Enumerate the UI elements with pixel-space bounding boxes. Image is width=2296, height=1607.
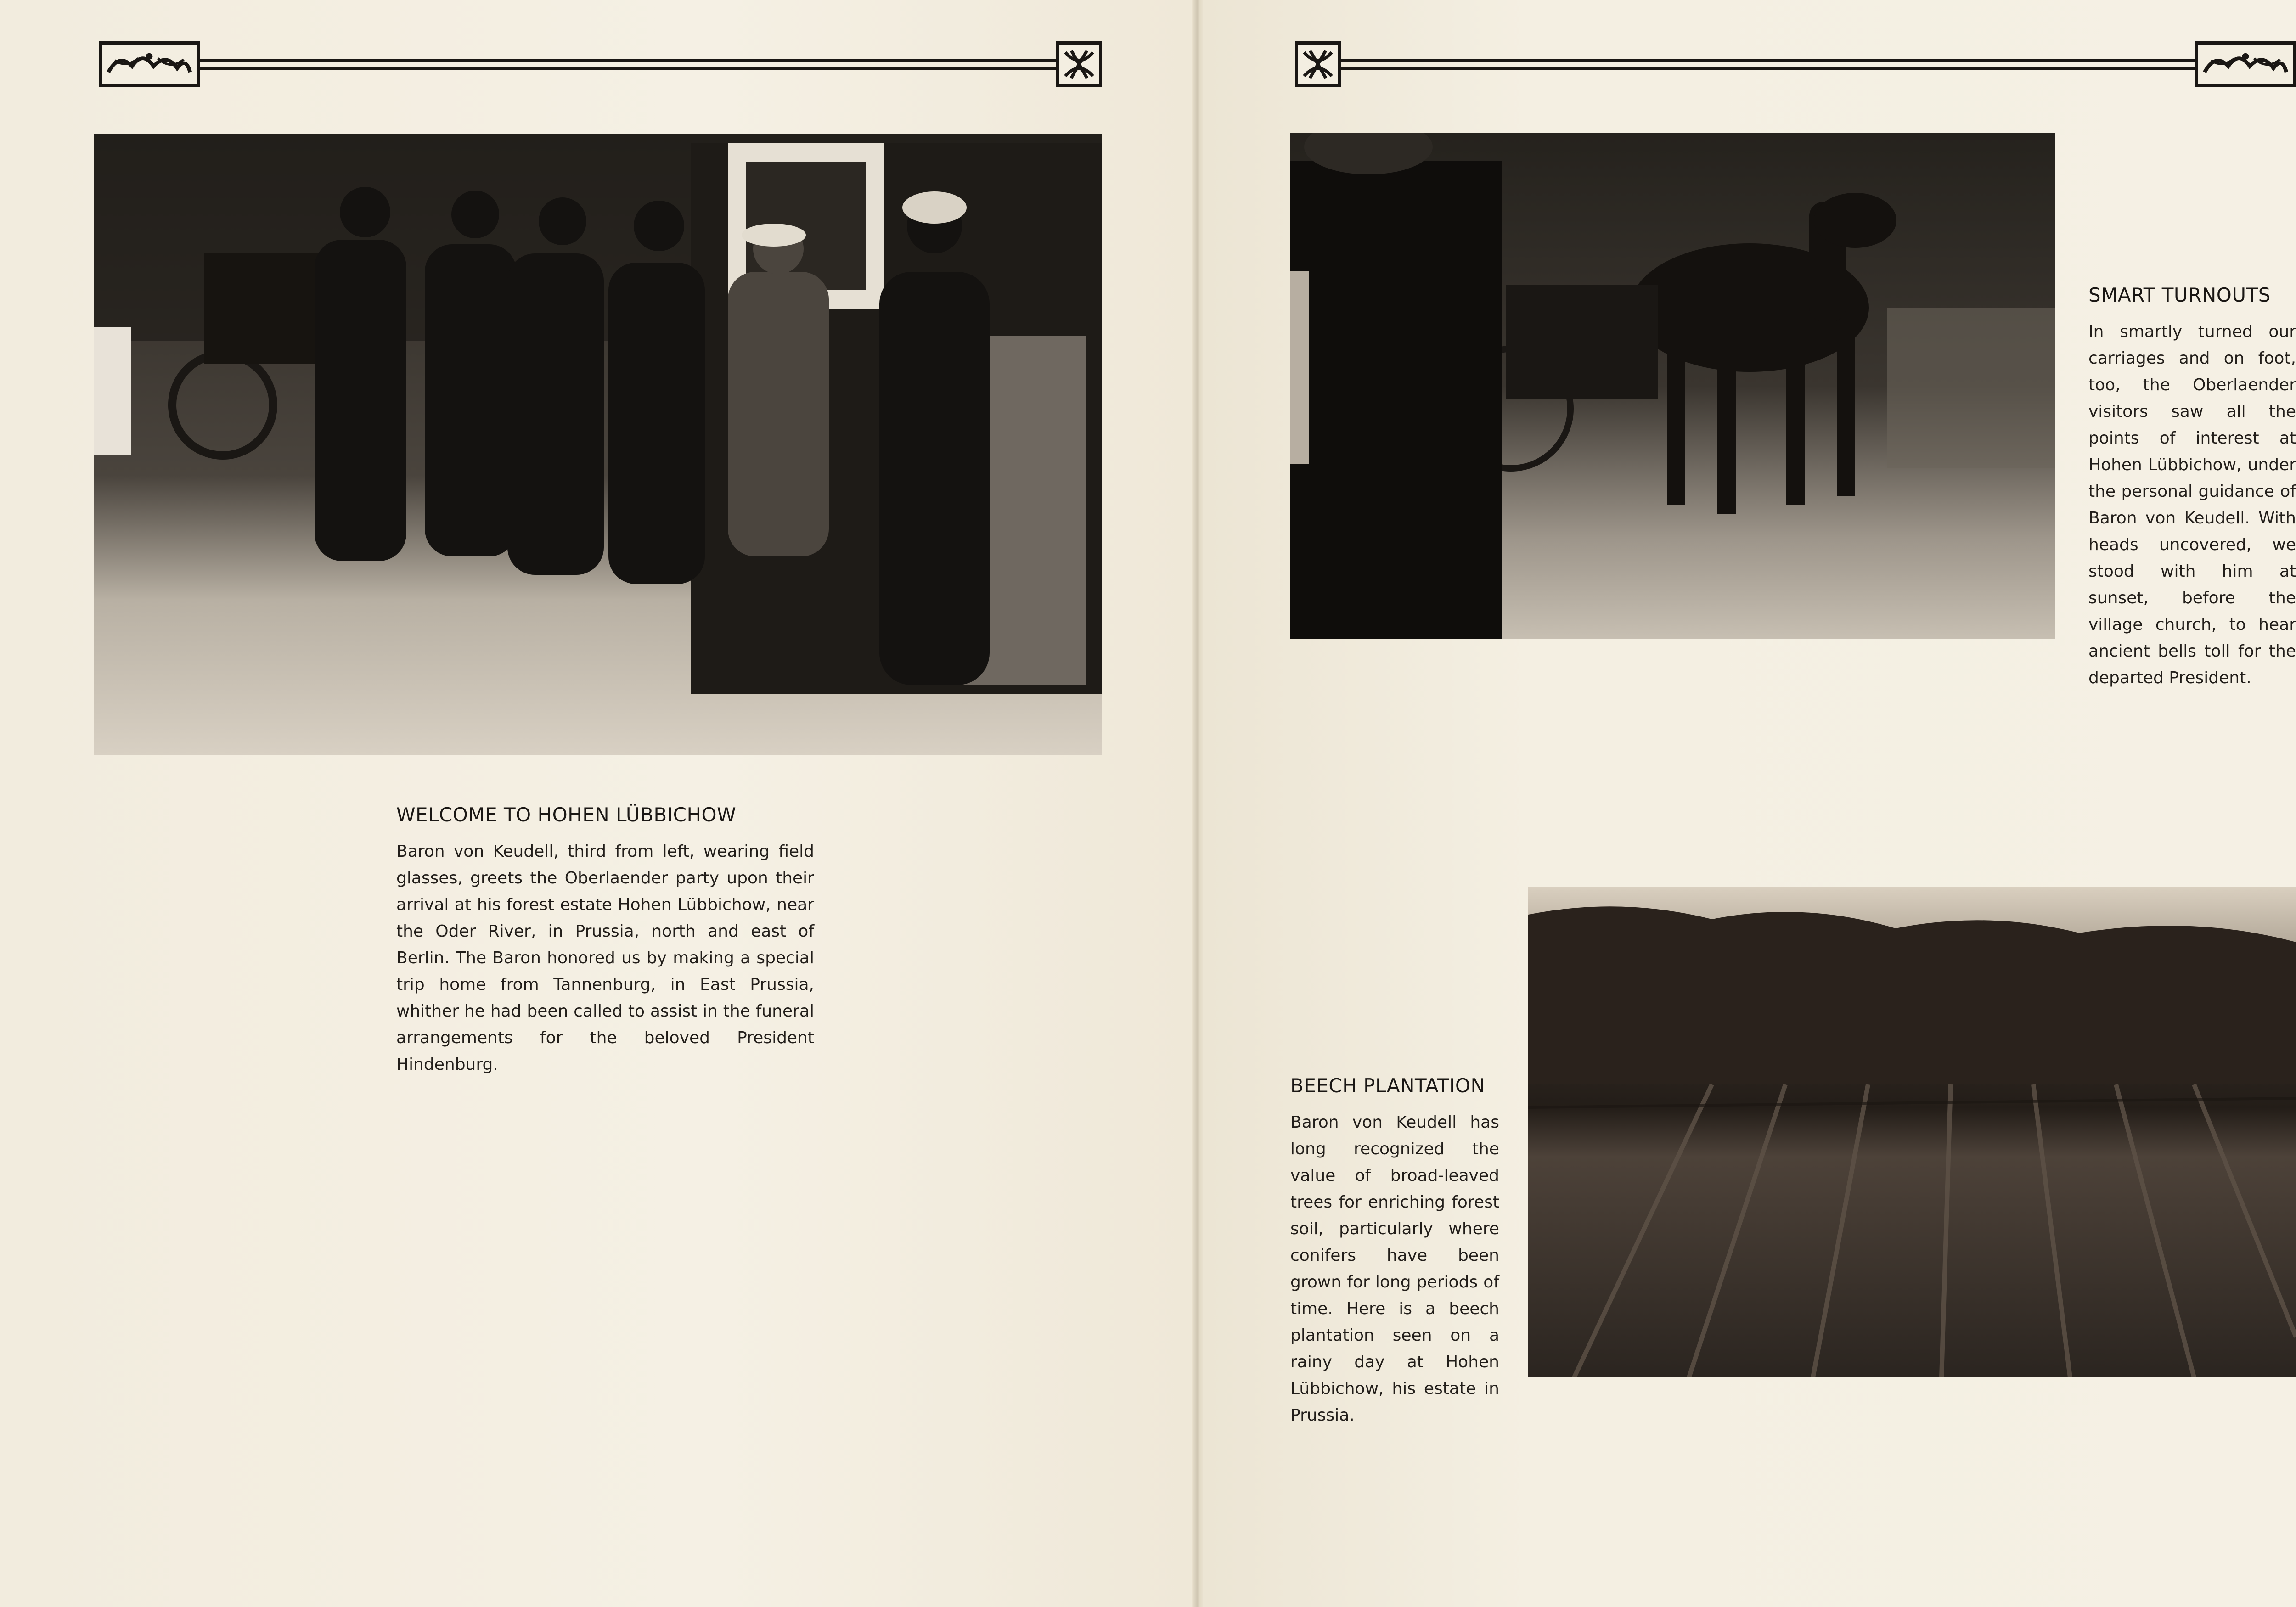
photo-carriage: [1290, 133, 2055, 639]
ornament-leaf-icon: [99, 41, 200, 87]
header-double-line: [1341, 59, 2204, 70]
caption-body: Baron von Keudell, third from left, wearing field glasses, greets the Oberlaender party upon their arrival at his forest estate Hohen Lübbichow, near the Oder River, in Prussia, north and east of Berlin. The Baron honored us by making a special trip home from Tannenburg, in East Prussia, whither he had been called to assist in the funeral arrangements for the beloved President Hindenburg.: [396, 842, 814, 1074]
photo-welcome-party: [94, 134, 1102, 755]
left-header-rule: [99, 41, 1102, 87]
header-double-line: [200, 59, 1056, 70]
ornament-leaf-icon: [2195, 41, 2296, 87]
caption-beech: [1290, 1074, 1499, 1429]
caption-title: BEECH PLANTATION: [1290, 1074, 1486, 1097]
caption-title: SMART TURNOUTS: [2088, 284, 2271, 306]
caption-body: Baron von Keudell has long recognized the value of broad-leaved trees for enriching forest soil, particularly where conifers have been grown for long periods of time. Here is a beech plantation seen on a rainy day at Hohen Lübbichow, his estate in Prussia.: [1290, 1113, 1499, 1425]
photo-beech-plantation: [1528, 887, 2296, 1377]
right-page: [1203, 0, 2296, 1607]
ornament-knot-icon: [1295, 41, 1341, 87]
caption-turnouts: [2088, 284, 2296, 691]
right-header-rule: [1295, 41, 2296, 87]
caption-title: WELCOME TO HOHEN LÜBBICHOW: [396, 804, 737, 826]
ornament-knot-icon: [1056, 41, 1102, 87]
caption-body: In smartly turned our carriages and on foot, too, the Oberlaender visitors saw all the points of interest at Hohen Lübbichow, under the personal guidance of Baron von Keudell. With heads uncovered, we stood with him at sunset, before the village church, to hear ancient bells toll for the departed President.: [2088, 322, 2296, 688]
caption-welcome: [396, 804, 814, 1078]
